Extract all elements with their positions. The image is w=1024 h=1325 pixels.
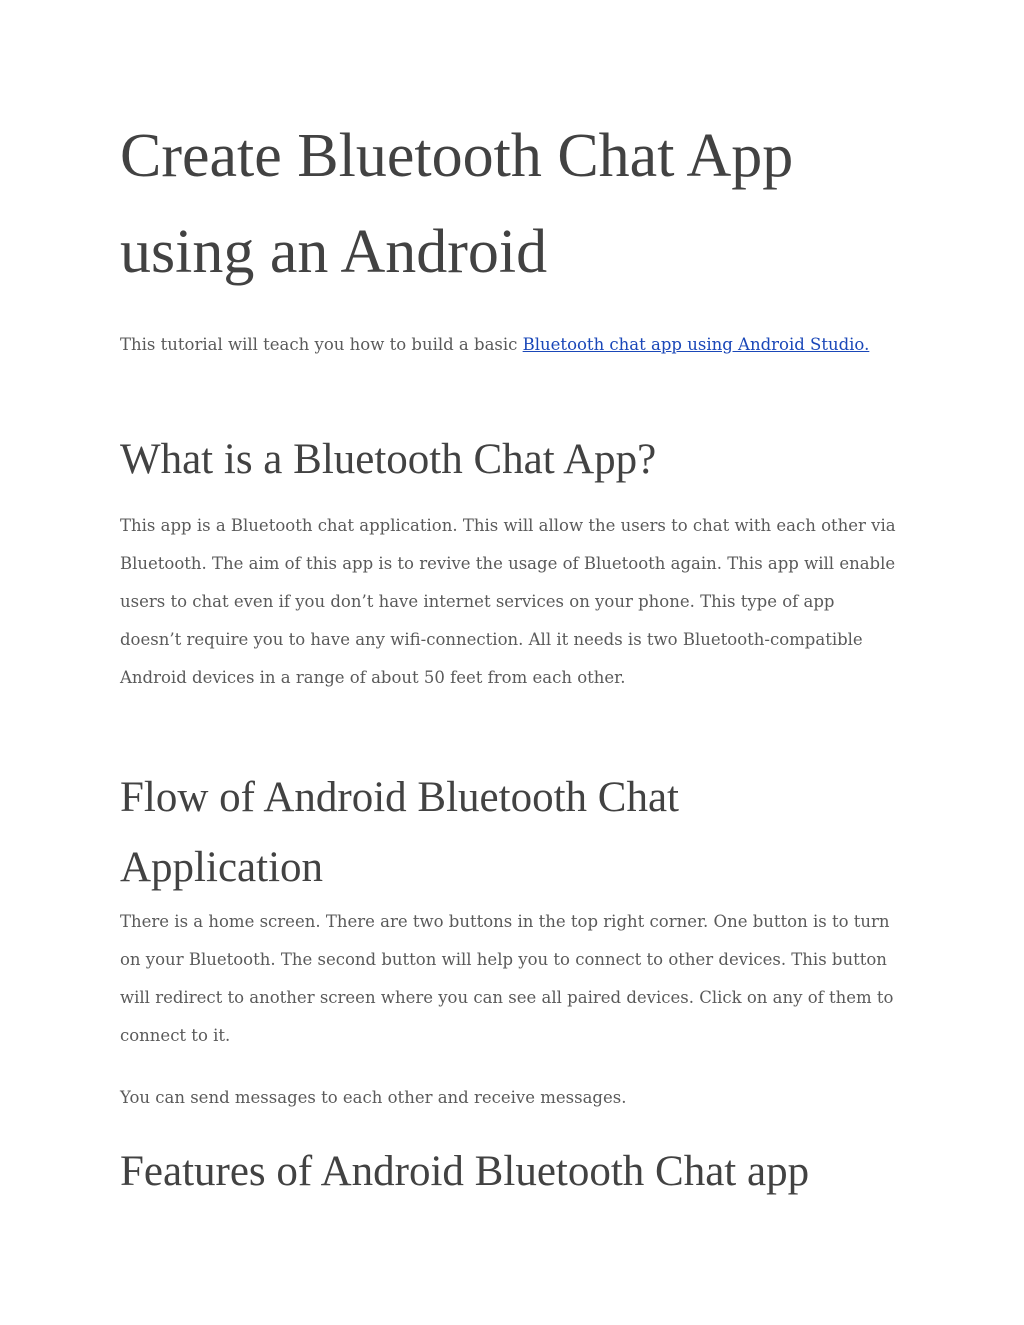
tutorial-link[interactable]: Bluetooth chat app using Android Studio.: [522, 335, 870, 354]
intro-paragraph: [120, 326, 900, 364]
section-paragraph-what-is: This app is a Bluetooth chat application. This will allow the users to chat with each other via Bluetooth. The aim of this app is to revive the usage of Bluetooth again. This app will enable users to chat even if you don’t have internet services on your phone. This type of app doesn’t require you to have any wifi-connection. All it needs is two Bluetooth-compatible Android devices in a range of about 50 feet from each other.: [120, 516, 896, 687]
section-paragraph-flow-2: You can send messages to each other and receive messages.: [120, 1088, 627, 1107]
section-heading-flow: Flow of Android Bluetooth Chat Application: [120, 774, 679, 891]
section-heading-what-is: What is a Bluetooth Chat App?: [120, 436, 657, 483]
section-paragraph-flow-1: There is a home screen. There are two buttons in the top right corner. One button is to turn on your Bluetooth. The second button will help you to connect to other devices. This button will redirect to another screen where you can see all paired devices. Click on any of them to connect to it.: [120, 912, 894, 1045]
intro-text: This tutorial will teach you how to build a basic: [120, 335, 523, 354]
section-heading-features: Features of Android Bluetooth Chat app: [120, 1148, 810, 1195]
page-title: Create Bluetooth Chat App using an Android: [120, 122, 794, 286]
